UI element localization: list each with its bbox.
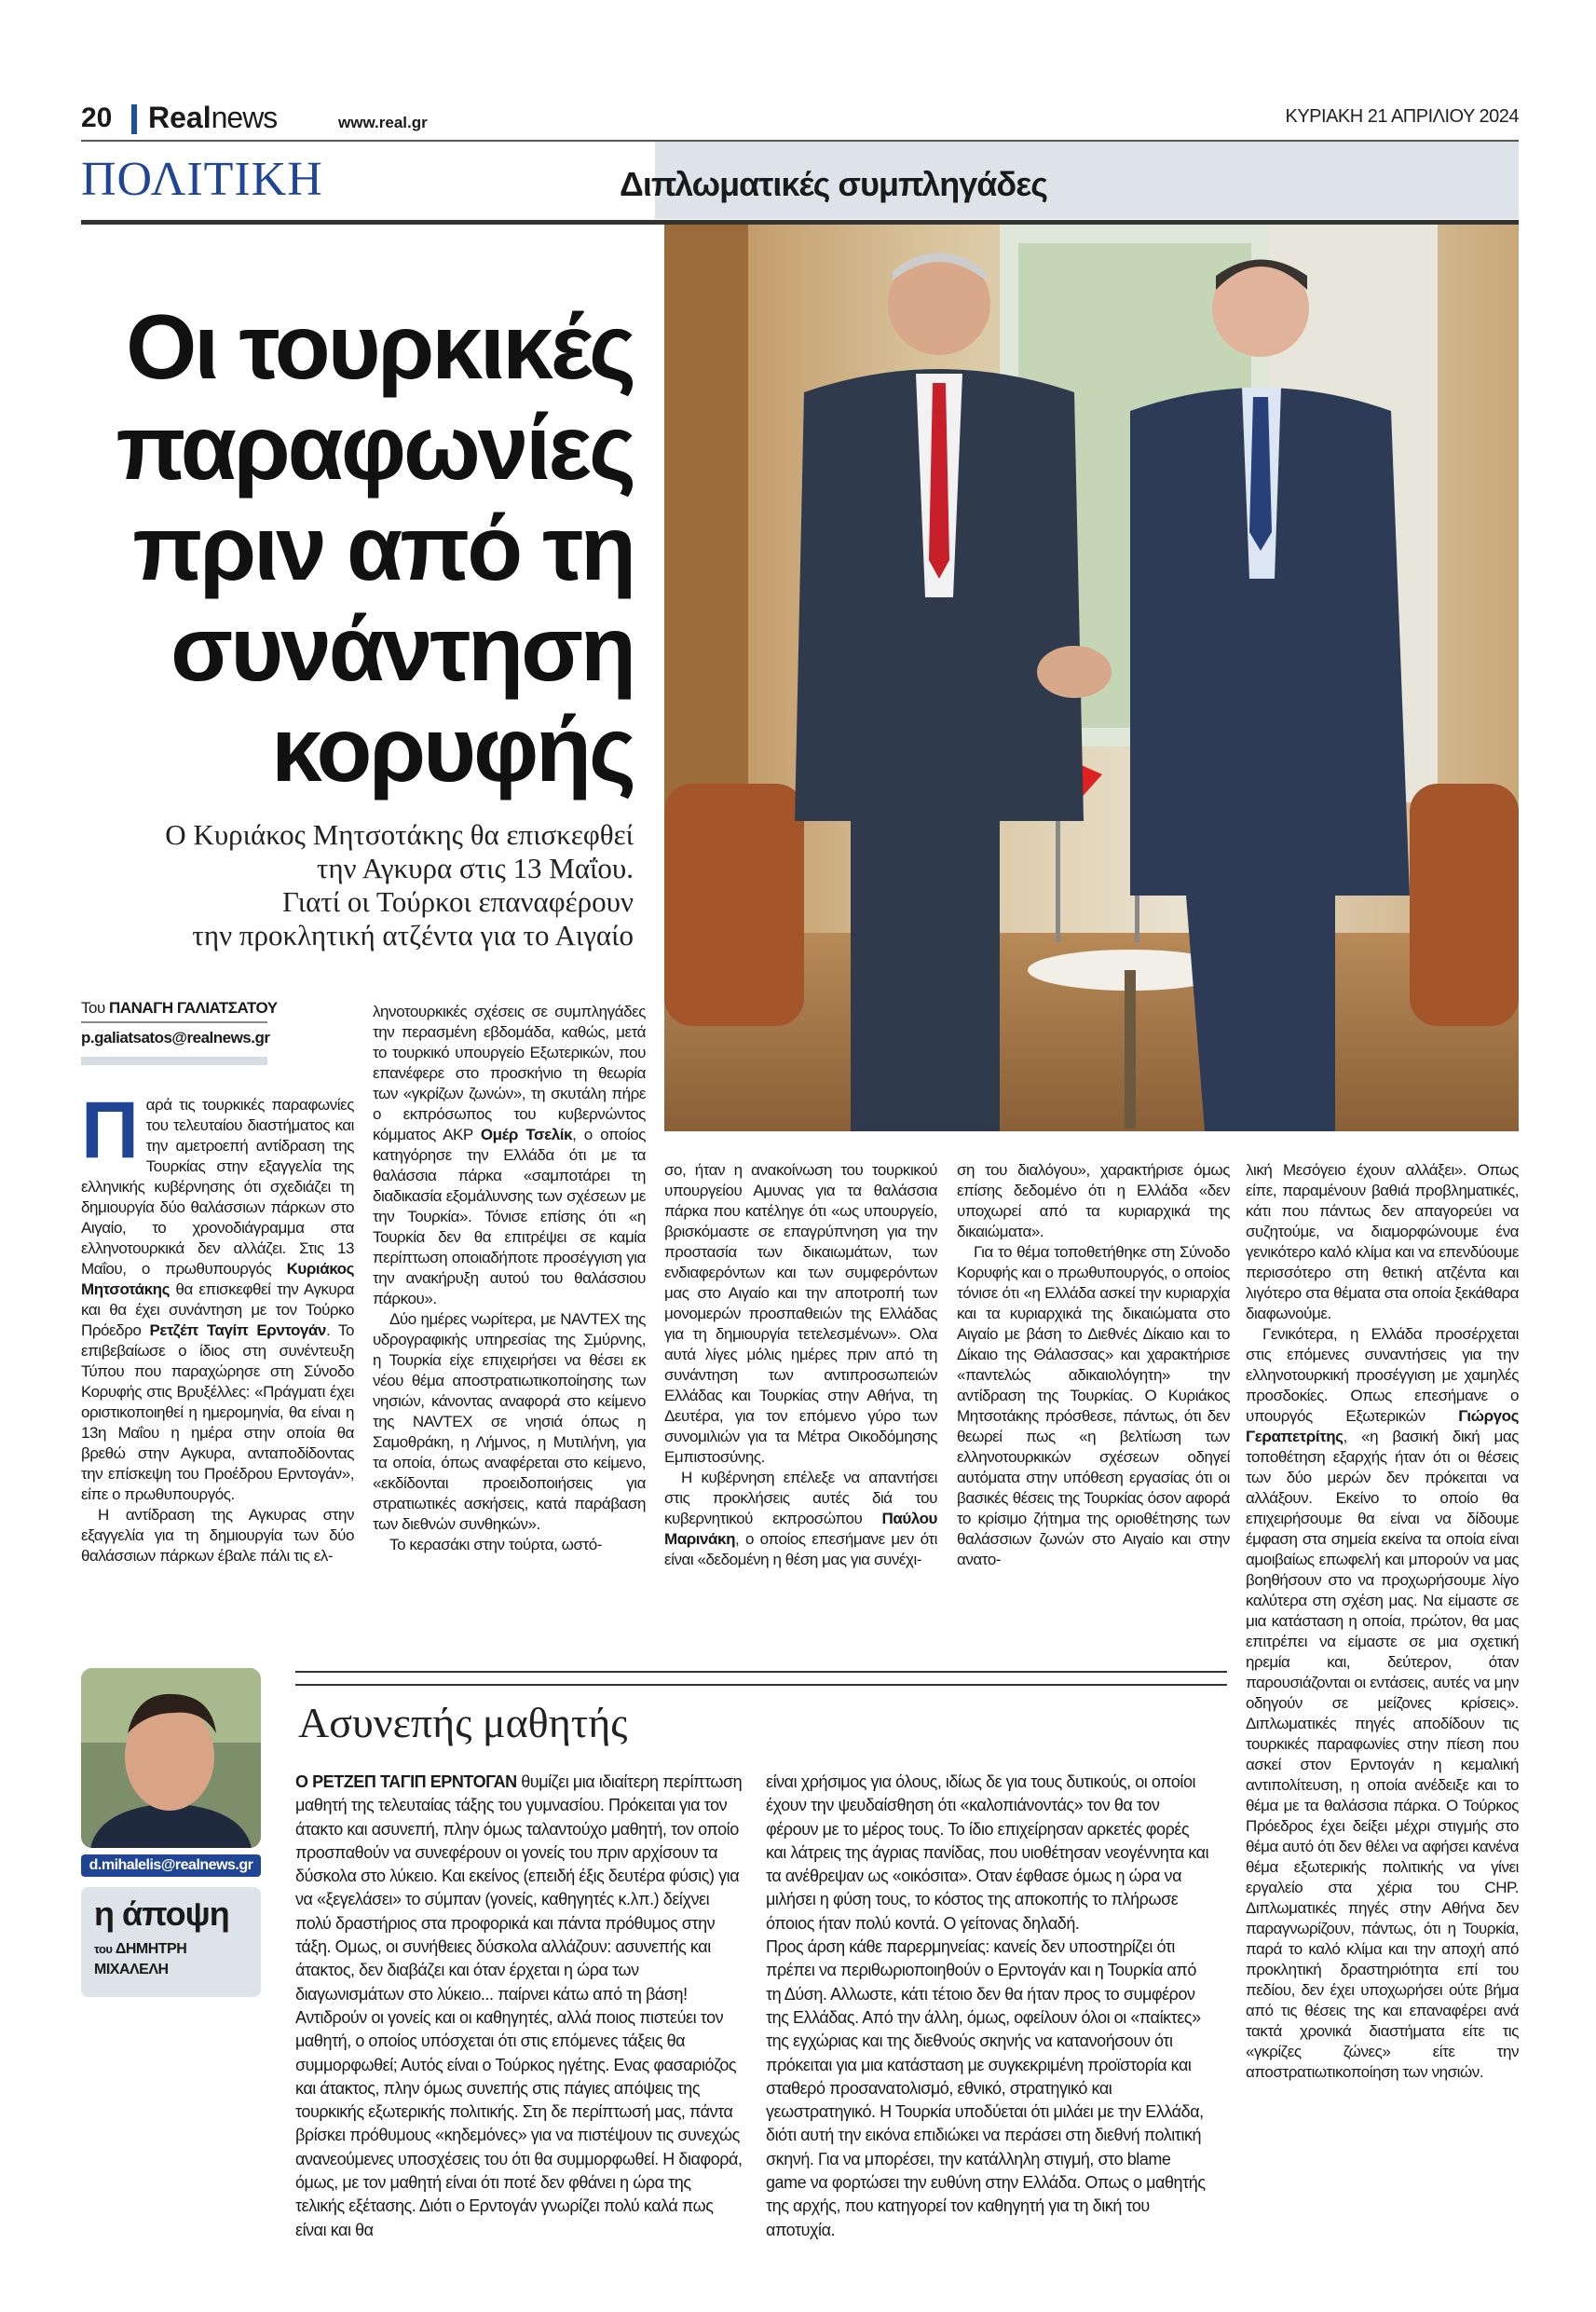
article-column-4 [957, 1160, 1230, 1570]
opinion-tag: η άποψη [94, 1895, 229, 1933]
article-column-5 [1246, 1160, 1519, 2083]
opinion-author [94, 1939, 186, 1980]
text-run: Η αντίδραση της Αγκυρας στην εξαγγελία για τη δημιουργία των δύο θαλάσσιων πάρκων έβαλε πάλι τις ελ- [81, 1506, 354, 1565]
article-column-2 [373, 1002, 646, 1555]
paragraph [81, 1086, 355, 1505]
opinion-column-1 [295, 1771, 743, 2242]
text-run: . Το επιβεβαίωσε ο ίδιος στη συνέντευξη Τύπου που παραχώρησε στη Σύνοδο Κορυφής στις Βρυξέλλες: «Πράγματι έχει οριστικοποιηθεί η ημερομηνία, θα είναι η 13η Μαΐου η ημέρα στην οποία θα βρεθώ στην Αγκυρα, ανταποδίδοντας την επίσκεψη του Προέδρου Ερντογάν», είπε ο πρωθυπουργός. [81, 1321, 355, 1503]
bold-name: Κυριάκος Μητσοτάκης [81, 1260, 354, 1298]
opinion-author-first: ΔΗΜΗΤΡΗ [115, 1941, 187, 1957]
text-run: Η κυβέρνηση επέλεξε να απαντήσει στις προκλήσεις αυτές διά του κυβερνητικού εκπροσώπου [664, 1469, 937, 1527]
opinion-title: Ασυνεπής μαθητής [298, 1699, 628, 1746]
text-run: Προς άρση κάθε παρερμηνείας: κανείς δεν υποστηρίζει ότι πρέπει να περιθωριοποιηθούν ο Ερντογάν και η Τουρκία από τη Δύση. Αλλωστε, κάτι τέτοιο δεν θα ήταν προς το συμφέρον της Ελλάδας. Από την άλλη, όμως, οφείλουν όλοι οι «παίκτες» της εγχώριας και της διεθνούς σκηνής να κατανοήσουν ότι πρόκειται για μια κατάσταση με συγκεκριμένη προϊστορία και σταθερό προσανατολισμό, εθνικό, στρατηγικό και γεωστρατηγικό. Η Τουρκία υποδύεται ότι μιλάει με την Ελλάδα, διότι αυτή την εικόνα επιδιώκει να περάσει στη διεθνή πολιτική σκηνή. Για να μπορέσει, την κατάλληλη στιγμή, στο blame game να φορτώσει την ευθύνη στην Ελλάδα. Οπως ο μαθητής της αρχής, που κατηγορεί τον καθηγητή για τη δική του αποτυχία. [766, 1937, 1206, 2239]
brand-url: www.real.gr [338, 114, 428, 131]
opinion-double-rule [295, 1671, 1227, 1686]
paragraph [1246, 1324, 1519, 2083]
opinion-author-last: ΜΙΧΑΛΕΛΗ [94, 1962, 169, 1977]
bold-name: Γιώργος Γεραπετρίτης [1246, 1407, 1519, 1445]
opinion-author-prefix: του [94, 1942, 113, 1956]
bold-name: Ρετζέπ Ταγίπ Ερντογάν [149, 1321, 326, 1339]
paragraph [766, 1771, 1213, 1936]
brand-light: news [211, 101, 278, 134]
paragraph [373, 1535, 646, 1555]
text-run: , ο οποίος κατηγόρησε την Ελλάδα ότι με τα θαλάσσια πάρκα «σαμποτάρει τη διαδικασία εξομάλυνσης των σχέσεων με την Τουρκία». Τόνισε επίσης ότι «η Τουρκία δεν θα επιτρέψει σε καμία περίπτωση οποιαδήποτε προσέγγιση για την ανακήρυξη αυτού του θαλάσσιου πάρκου». [373, 1126, 647, 1307]
brand-bold: Real [148, 101, 211, 134]
text-run: Για το θέμα τοποθετήθηκε στη Σύνοδο Κορυφής και ο πρωθυπουργός, ο οποίος τόνισε ότι «η Ελλάδα ασκεί την κυριαρχία και τα κυριαρχικά της δικαιώματα στο Αιγαίο με βάση το Διεθνές Δίκαιο και το Δίκαιο της Θάλασσας» και χαρακτήρισε «παντελώς αδικαιολόγητη» την αντίδραση της Τουρκίας. Ο Κυριάκος Μητσοτάκης πρόσθεσε, πάντως, ότι δεν θεωρεί πως «η βελτίωση των ελληνοτουρκικών σχέσεων οδηγεί αυτόματα στην υπόθεση εργασίας ότι οι βασικές θέσεις της Τουρκίας όσον αφορά το κρίσιμο ζήτημα της οριοθέτησης των θαλάσσιων ζωνών στο Αιγαίο και στην ανατο- [957, 1243, 1230, 1568]
paragraph [766, 1936, 1213, 2242]
author-photo-illustration [81, 1668, 261, 1848]
text-run: θυμίζει μια ιδιαίτερη περίπτωση μαθητή της τελευταίας τάξης του γυμνασίου. Πρόκειται για τον άτακτο και ασυνεπή, πλην όμως ταλαντούχο μαθητή, τον οποίο προσπαθούν να συνεφέρουν οι γονείς του πριν αρχίσουν τα δύσκολα στο λύκειο. Και εκείνος (επειδή έξις δευτέρα φύσις) για να «ξεγελάσει» το σύμπαν (γονείς, καθηγητές κ.λπ.) δείχνει πολύ δραστήριος στα προφορικά και πάντα πρόθυμος στην τάξη. Ομως, οι συνήθειες δύσκολα αλλάζουν: ασυνεπής και άτακτος, δεν διαβάζει και όταν έρχεται η ώρα των διαγωνισμάτων στο λύκειο... παίρνει κάτω από τη βάση! Αντιδρούν οι γονείς και οι καθηγητές, αλλά ποιος πιστεύει τον μαθητή, ο οποίος υπόσχεται ότι στις επόμενες τάξεις θα συμμορφωθεί; Αυτός είναι ο Τούρκος ηγέτης. Ενας φασαριόζος και άτακτος, πλην όμως συνεπής στις πάγιες απόψεις της τουρκικής εξωτερικής πολιτικής. Στη δε περίπτωσή μας, πάντα βρίσκει πρόθυμους «κηδεμόνες» για να πιστέψουν τις συνεχώς ανανεούμενες υποσχέσεις του ότι θα συμμορφωθεί. Η διαφορά, όμως, με τον μαθητή είναι ότι ποτέ δεν φθάνει η ώρα της τελικής εξέτασης. Διότι ο Ερντογάν γνωρίζει πολύ καλά πως είναι και θα [295, 1772, 743, 2239]
text-run: Δύο ημέρες νωρίτερα, με NAVTEX της υδρογραφικής υπηρεσίας της Σμύρνης, η Τουρκία είχε επιχειρήσει να θέσει εκ νέου θέμα αποστρατιωτικοποίησης των νησιών, κάνοντας αναφορά στο κείμενο της NAVTEX σε νησιά όπως η Σαμοθράκη, η Λήμνος, η Μυτιλήνη, για τα οποία, όπως αναφέρεται στο κείμενο, «εκδίδονται προειδοποιήσεις για στρατιωτικές ασκήσεις, κατά παράβαση των διεθνών συνθηκών». [373, 1310, 646, 1533]
text-run: ση του διαλόγου», χαρακτήρισε όμως επίσης δεδομένο ότι η Ελλάδα «δεν υποχωρεί από τα κυριαρχικά της δικαιώματα». [957, 1161, 1230, 1240]
bold-name: Παύλου Μαρινάκη [664, 1510, 937, 1548]
page-number: 20 [81, 103, 113, 133]
byline-prefix: Του [81, 999, 105, 1017]
byline [81, 999, 278, 1065]
paragraph [373, 1309, 646, 1535]
section-title: ΠΟΛΙΤΙΚΗ [81, 153, 323, 206]
text-run: , ο οποίος επεσήμανε μεν ότι είναι «δεδομένη η θέση μας για συνέχι- [664, 1530, 937, 1568]
opinion-column-2 [766, 1771, 1213, 2242]
headline-line: Οι τουρκικές [126, 295, 634, 398]
text-run: αρά τις τουρκικές παραφωνίες του τελευταίου διαστήματος και την αμετροεπή αντίδραση της Τουρκίας στην εξαγγελία της ελληνικής κυβέρνησης ότι σχεδιάζει τη δημιουργία δύο θαλάσσιων πάρκων στο Αιγαίο, το χρονοδιάγραμμα στα ελληνοτουρκικά δεν αλλάζει. Στις 13 Μαΐου, ο πρωθυπουργός [81, 1096, 354, 1278]
header-divider [131, 104, 137, 134]
subheadline [56, 818, 634, 952]
text-run: σο, ήταν η ανακοίνωση του τουρκικού υπουργείου Αμυνας για τα θαλάσσια πάρκα που κατέληγε ότι «ως υπουργείο, βρισκόμαστε σε επαγρύπνηση για την προστασία των δικαιωμάτων, των ενδιαφερόντων και των συμφερόντων μας στο Αιγαίο και την αποτροπή των μονομερών προσπαθειών της Ελλάδας για τη δημιουργία τετελεσμένων». Ολα αυτά λίγες μόλις ημέρες πριν από τη συνάντηση των αντιπροσωπειών Ελλάδας και Τουρκίας στην Αθήνα, τη Δευτέρα, για τον επόμενο γύρο των συνομιλιών για τα Μέτρα Οικοδόμησης Εμπιστοσύνης. [664, 1161, 937, 1466]
brand-logo [148, 101, 277, 135]
paragraph [957, 1160, 1230, 1242]
paragraph [1246, 1160, 1519, 1324]
kicker-title: Διπλωματικές συμπληγάδες [620, 165, 1047, 203]
headline-line: πριν από τη [132, 497, 634, 599]
article-column-1 [81, 1086, 355, 1566]
opinion-label-box [81, 1887, 261, 1997]
headline-line: παραφωνίες [116, 396, 634, 499]
headline-line: συνάντηση [171, 597, 634, 700]
bold-name: Ομέρ Τσελίκ [480, 1126, 573, 1143]
opinion-author-email[interactable]: d.mihalelis@realnews.gr [81, 1854, 261, 1877]
text-run: είναι χρήσιμος για όλους, ιδίως δε για τους δυτικούς, οι οποίοι έχουν την ψευδαίσθηση ότι «καλοπιάνοντάς» τον θα τον φέρουν με το μέρος τους. Το ίδιο επιχείρησαν αρκετές φορές και λάτρεις της άγριας πανίδας, που υιοθέτησαν νεογέννητα και τα ανέθρεψαν ως «οικόσιτα». Οταν έφθασε όμως η ώρα να μιλήσει η φύση τους, το κόστος της αποκοπής το πλήρωσε όποιος ήταν πολύ κοντά. Ο γείτονας δηλαδή. [766, 1772, 1209, 1933]
drop-cap: Π [81, 1086, 139, 1175]
article-photo [664, 225, 1519, 1131]
headline-line: κορυφής [271, 698, 634, 800]
paragraph [957, 1242, 1230, 1570]
headline [56, 296, 634, 800]
paragraph [295, 1771, 743, 2242]
article-column-3 [664, 1160, 937, 1570]
byline-divider [81, 1057, 267, 1065]
paragraph [373, 1002, 646, 1309]
text-run: Το κερασάκι στην τούρτα, ωστό- [389, 1536, 602, 1553]
paragraph [81, 1505, 354, 1566]
text-run: ληνοτουρκικές σχέσεις σε συμπληγάδες την περασμένη εβδομάδα, καθώς, μετά το τουρκικό υπουργείο Εξωτερικών, που επανέφερε στο προσκήνιο τη θεωρία των «γκρίζων ζωνών», τη σκυτάλη πήρε ο εκπρόσωπος του κυβερνώντος κόμματος ΑΚΡ [373, 1003, 646, 1143]
author-avatar [81, 1668, 261, 1848]
byline-email[interactable]: p.galiatsatos@realnews.gr [81, 1029, 270, 1047]
paragraph [664, 1468, 937, 1570]
paragraph [664, 1160, 937, 1468]
text-run: θα επισκεφθεί την Αγκυρα και θα έχει συνάντηση με τον Τούρκο Πρόεδρο [81, 1280, 354, 1339]
page-header [81, 101, 1519, 142]
subhead-line: Γιατί οι Τούρκοι επαναφέρουν [281, 885, 634, 918]
text-run: Γενικότερα, η Ελλάδα προσέρχεται στις επόμενες συναντήσεις για την ελληνοτουρκική προσέγγιση με χαμηλές προσδοκίες. Οπως επεσήμανε ο υπουργός Εξωτερικών [1246, 1325, 1519, 1425]
subhead-line: την προκλητική ατζέντα για το Αιγαίο [192, 919, 634, 951]
subhead-line: Ο Κυριάκος Μητσοτάκης θα επισκεφθεί [165, 818, 634, 851]
bold-name: Ο ΡΕΤΖΕΠ ΤΑΓΙΠ ΕΡΝΤΟΓΑΝ [295, 1772, 517, 1791]
text-run: λική Μεσόγειο έχουν αλλάξει». Οπως είπε, παραμένουν βαθιά προβληματικές, κάτι που πάντως δεν απαγορεύει να συζητούμε, να διαμορφώνουμε ένα γενικότερο καλό κλίμα και να επενδύουμε περισσότερο στη θετική ατζέντα και λιγότερο στα θέματα στα οποία ξεκάθαρα διαφωνούμε. [1246, 1161, 1519, 1322]
text-run: , «η βασική δική μας τοποθέτηση εξαρχής ήταν ότι οι θέσεις των δύο μερών δεν πρόκειται να αλλάξουν. Εκείνο το οποίο θα επιχειρήσουμε θα είναι να δίδουμε έμφαση στα σημεία εκείνα τα οποία είναι αμοιβαίως επωφελή και μπορούν να μας βοηθήσουν στο να προχωρήσουμε λίγο καλύτερα στη σχέση μας. Να είμαστε σε μια κατάσταση η οποία, πρώτον, θα μας επιτρέπει να είμαστε σε μια σχετική ηρεμία και, δεύτερον, όταν παρουσιάζονται οι εντάσεις, αυτές να μην οδηγούν σε μείζονες κρίσεις». Διπλωματικές πηγές αποδίδουν τις τουρκικές παραφωνίες στην πίεση που ασκεί στον Ερντογάν η κεμαλική αντιπολίτευση, η οποία ανέδειξε και το θέμα με τα θαλάσσια πάρκα. Ο Τούρκος Πρόεδρος έχει δείξει μέχρι στιγμής στο θέμα αυτό ότι δεν θέλει να αφήσει κανένα θέμα εξωτερικής πολιτικής να γίνει εργαλείο στα χέρια του CHP. Διπλωματικές πηγές στην Αθήνα δεν παραγνωρίζουν, πάντως, ότι η Τουρκία, παρά το καλό κλίμα και την αποχή από προκλητική δραστηριότητα επί του πεδίου, δεν έχει υποχωρήσει ούτε βήμα από τις θέσεις της και επαναφέρει ανά τακτά χρονικά διαστήματα είτε τις «γκρίζες ζώνες» είτε την αποστρατιωτικοποίηση των νησιών. [1246, 1428, 1519, 2081]
subhead-line: την Αγκυρα στις 13 Μαΐου. [316, 852, 634, 884]
byline-author: ΠΑΝΑΓΗ ΓΑΛΙΑΤΣΑΤΟΥ [109, 999, 278, 1017]
issue-date: ΚΥΡΙΑΚΗ 21 ΑΠΡΙΛΙΟΥ 2024 [1285, 106, 1519, 127]
handshake-photo-illustration [664, 225, 1519, 1131]
